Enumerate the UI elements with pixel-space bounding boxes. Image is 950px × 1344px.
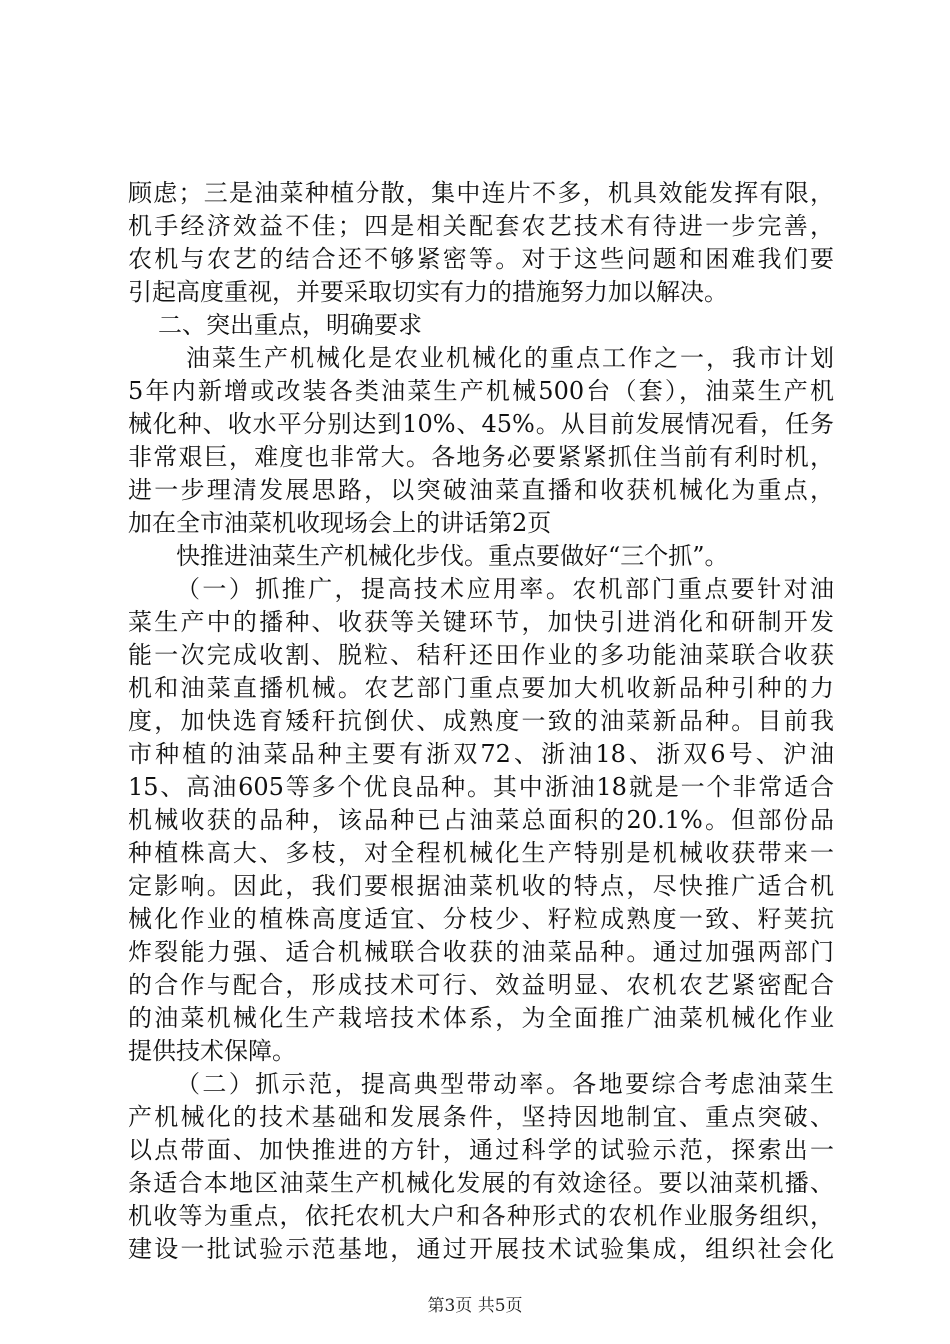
text-line: 炸裂能力强、适合机械联合收获的油菜品种。通过加强两部门 xyxy=(128,938,834,966)
text-line: 油菜生产机械化是农业机械化的重点工作之一，我市计划 xyxy=(186,344,834,372)
text-line: 引起高度重视，并要采取切实有力的措施努力加以解决。 xyxy=(128,278,728,306)
text-line: 的油菜机械化生产栽培技术体系，为全面推广油菜机械化作业 xyxy=(128,1004,834,1032)
section-heading: 二、突出重点，明确要求 xyxy=(158,311,422,339)
text-line: 加在全市油菜机收现场会上的讲话第2页 xyxy=(128,509,552,537)
text-line: 机收等为重点，依托农机大户和各种形式的农机作业服务组织， xyxy=(128,1202,834,1230)
text-line: 的合作与配合，形成技术可行、效益明显、农机农艺紧密配合 xyxy=(128,971,834,999)
text-line: 快推进油菜生产机械化步伐。重点要做好“三个抓”。 xyxy=(176,542,729,570)
text-line: 条适合本地区油菜生产机械化发展的有效途径。要以油菜机播、 xyxy=(128,1169,834,1197)
text-line: （一）抓推广，提高技术应用率。农机部门重点要针对油 xyxy=(176,575,834,603)
text-line: 械化作业的植株高度适宜、分枝少、籽粒成熟度一致、籽荚抗 xyxy=(128,905,834,933)
text-line: 市种植的油菜品种主要有浙双72、浙油18、浙双6号、沪油 xyxy=(128,740,834,768)
text-line: 以点带面、加快推进的方针，通过科学的试验示范，探索出一 xyxy=(128,1136,834,1164)
body-text xyxy=(128,177,834,1266)
text-line: 机和油菜直播机械。农艺部门重点要加大机收新品种引种的力 xyxy=(128,674,834,702)
text-line: （二）抓示范，提高典型带动率。各地要综合考虑油菜生 xyxy=(176,1070,834,1098)
text-line: 产机械化的技术基础和发展条件，坚持因地制宜、重点突破、 xyxy=(128,1103,834,1131)
text-line: 非常艰巨，难度也非常大。各地务必要紧紧抓住当前有利时机， xyxy=(128,443,834,471)
text-line: 提供技术保障。 xyxy=(128,1037,296,1065)
text-line: 15、高油605等多个优良品种。其中浙油18就是一个非常适合 xyxy=(128,773,834,801)
text-line: 种植株高大、多枝，对全程机械化生产特别是机械收获带来一 xyxy=(128,839,834,867)
page-footer: 第3页 共5页 xyxy=(427,1296,523,1316)
text-line: 进一步理清发展思路，以突破油菜直播和收获机械化为重点， xyxy=(128,476,834,504)
text-line: 建设一批试验示范基地，通过开展技术试验集成，组织社会化 xyxy=(128,1235,834,1263)
text-line: 机械收获的品种，该品种已占油菜总面积的20.1%。但部份品 xyxy=(128,806,834,834)
text-line: 度，加快选育矮秆抗倒伏、成熟度一致的油菜新品种。目前我 xyxy=(128,707,834,735)
text-line: 农机与农艺的结合还不够紧密等。对于这些问题和困难我们要 xyxy=(128,245,834,273)
text-line: 顾虑；三是油菜种植分散，集中连片不多，机具效能发挥有限， xyxy=(128,179,834,207)
text-line: 机手经济效益不佳；四是相关配套农艺技术有待进一步完善， xyxy=(128,212,834,240)
text-line: 能一次完成收割、脱粒、秸秆还田作业的多功能油菜联合收获 xyxy=(128,641,834,669)
text-line: 5年内新增或改装各类油菜生产机械500台（套），油菜生产机 xyxy=(128,377,834,405)
text-line: 菜生产中的播种、收获等关键环节，加快引进消化和研制开发 xyxy=(128,608,834,636)
text-line: 定影响。因此，我们要根据油菜机收的特点，尽快推广适合机 xyxy=(128,872,834,900)
text-line: 械化种、收水平分别达到10%、45%。从目前发展情况看，任务 xyxy=(128,410,834,438)
